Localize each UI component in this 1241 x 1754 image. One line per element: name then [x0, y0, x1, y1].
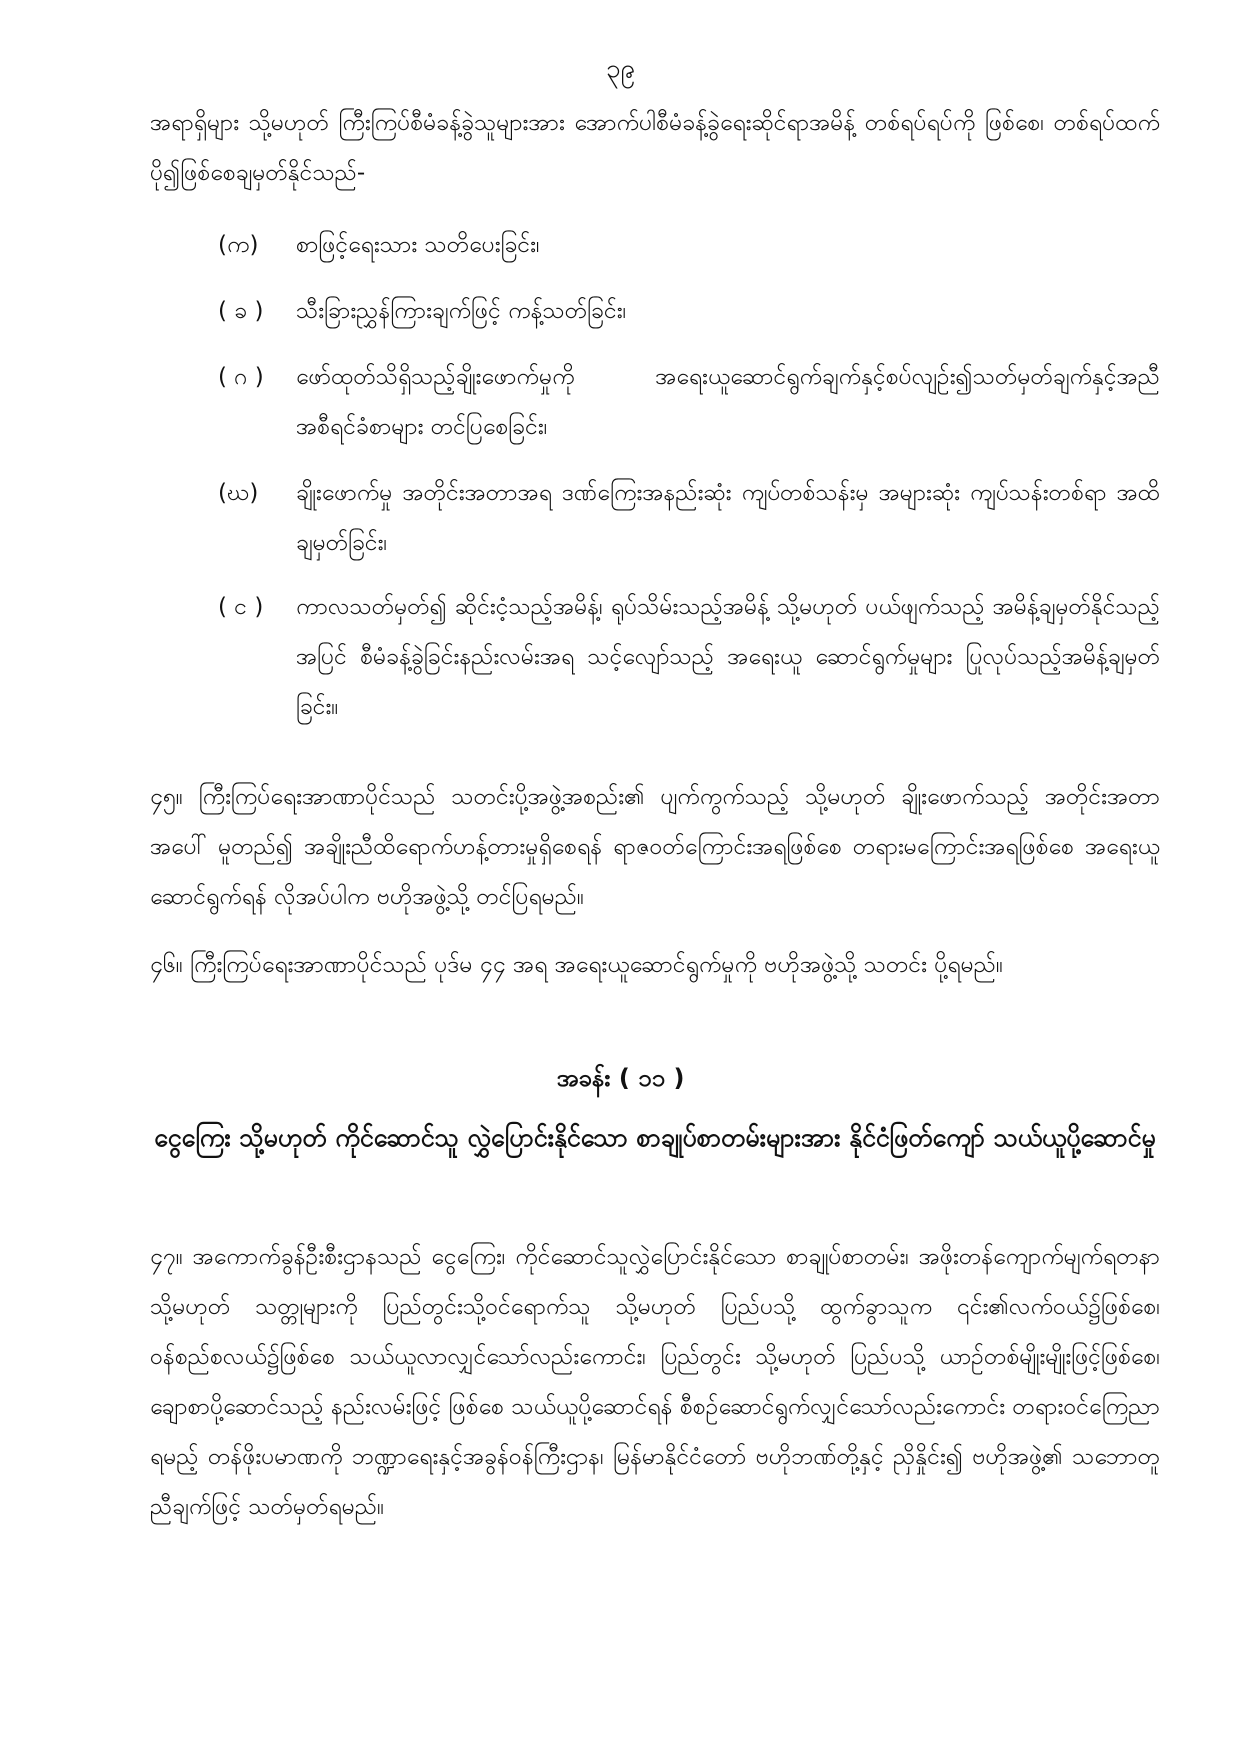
section-67: ၄၇။ အကောက်ခွန်ဦးစီးဌာနသည် ငွေကြေး၊ ကိုင်ဆောင်သူလွှဲပြောင်းနိုင်သော စာချုပ်စာတမ်း၊ အဖိုးတန်ကျောက်မျက်ရတနာ သို့မဟုတ် သတ္တုများကို ပြည်တွင်းသို့ဝင်ရောက်သူ သို့မဟုတ် ပြည်ပသို့ ထွက်ခွာသူက ၎င်း၏လက်ဝယ်၌ဖြစ်စေ၊ ဝန်စည်စလယ်၌ဖြစ်စေ သယ်ယူလာလျှင်သော်လည်းကောင်း၊ ပြည်တွင်း သို့မဟုတ် ပြည်ပသို့ ယာဉ်တစ်မျိုးမျိုးဖြင့်ဖြစ်စေ၊ ချောစာပို့ဆောင်သည့် နည်းလမ်းဖြင့် ဖြစ်စေ သယ်ယူပို့ဆောင်ရန် စီစဉ်ဆောင်ရွက်လျှင်သော်လည်းကောင်း တရားဝင်ကြေညာရမည့် တန်ဖိုးပမာဏကို ဘဏ္ဍာရေးနှင့်အခွန်ဝန်ကြီးဌာန၊ မြန်မာနိုင်ငံတော် ဗဟိုဘဏ်တို့နှင့် ညှိနှိုင်း၍ ဗဟိုအဖွဲ့၏ သဘောတူညီချက်ဖြင့် သတ်မှတ်ရမည်။	[150, 1244, 1160, 1520]
list-item	[218, 468, 1160, 568]
list-item-text: ချိုးဖောက်မှု အတိုင်းအတာအရ ဒဏ်ကြေးအနည်းဆုံး ကျပ်တစ်သန်းမှ အများဆုံး ကျပ်သန်းတစ်ရာ အထိချမှတ်ခြင်း၊	[296, 480, 1160, 556]
section-66: ၄၆။ ကြီးကြပ်ရေးအာဏာပိုင်သည် ပုဒ်မ ၄၄ အရ အရေးယူဆောင်ရွက်မှုကို ဗဟိုအဖွဲ့သို့ သတင်း ပို့ရမည်။	[150, 952, 1003, 978]
list-item	[218, 352, 1160, 452]
list-item-label: ( ဂ )	[218, 364, 264, 390]
intro-paragraph: အရာရှိများ သို့မဟုတ် ကြီးကြပ်စီမံခန့်ခွဲသူများအား အောက်ပါစီမံခန့်ခွဲရေးဆိုင်ရာအမိန့် တစ်ရပ်ရပ်ကို ဖြစ်စေ၊ တစ်ရပ်ထက်ပို၍ဖြစ်စေချမှတ်နိုင်သည်-	[150, 110, 1160, 186]
list-item-text: ဖော်ထုတ်သိရှိသည့်ချိုးဖောက်မှုကို အရေးယူဆောင်ရွက်ချက်နှင့်စပ်လျဉ်း၍သတ်မှတ်ချက်နှင့်အညီ အစီရင်ခံစာများ တင်ပြစေခြင်း၊	[296, 364, 1160, 440]
list-item	[218, 582, 1160, 732]
list-item-text: စာဖြင့်ရေးသား သတိပေးခြင်း၊	[296, 232, 540, 258]
chapter-heading: အခန်း ( ၁၁ )	[556, 1064, 685, 1092]
page-number: ၃၉	[605, 54, 636, 84]
list-item-label: ( ခ )	[218, 298, 264, 324]
list-item-label: (ဃ)	[218, 480, 259, 506]
section-65: ၄၅။ ကြီးကြပ်ရေးအာဏာပိုင်သည် သတင်းပို့အဖွဲ့အစည်း၏ ပျက်ကွက်သည့် သို့မဟုတ် ချိုးဖောက်သည့် အတိုင်းအတာအပေါ် မူတည်၍ အချိုးညီထိရောက်ဟန့်တားမှုရှိစေရန် ရာဇဝတ်ကြောင်းအရဖြစ်စေ တရားမကြောင်းအရဖြစ်စေ အရေးယူဆောင်ရွက်ရန် လိုအပ်ပါက ဗဟိုအဖွဲ့သို့ တင်ပြရမည်။	[150, 784, 1160, 910]
list-item-text: သီးခြားညွှန်ကြားချက်ဖြင့် ကန့်သတ်ခြင်း၊	[296, 298, 627, 324]
list-item-label: ( င )	[218, 594, 264, 620]
list-item-label: (က)	[218, 232, 259, 258]
list-item	[218, 286, 1160, 336]
list-item	[218, 220, 1160, 270]
list-item-text: ကာလသတ်မှတ်၍ ဆိုင်းငံ့သည့်အမိန့်၊ ရုပ်သိမ်းသည့်အမိန့် သို့မဟုတ် ပယ်ဖျက်သည့် အမိန့်ချမှတ်နိုင်သည့်အပြင် စီမံခန့်ခွဲခြင်းနည်းလမ်းအရ သင့်လျော်သည့် အရေးယူ ဆောင်ရွက်မှုများ ပြုလုပ်သည့်အမိန့်ချမှတ်ခြင်း။	[296, 594, 1160, 720]
chapter-title: ငွေကြေး သို့မဟုတ် ကိုင်ဆောင်သူ လွှဲပြောင်းနိုင်သော စာချုပ်စာတမ်းများအား နိုင်ငံဖြတ်ကျော် သယ်ယူပို့ဆောင်မှု	[154, 1123, 1156, 1152]
